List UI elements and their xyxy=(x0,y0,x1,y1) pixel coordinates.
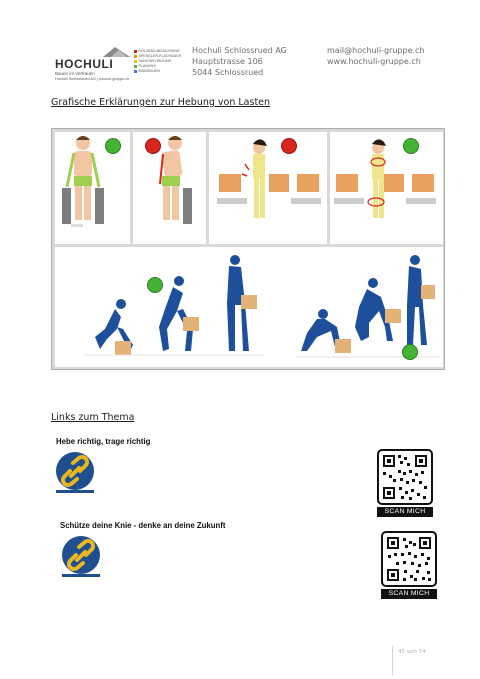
panel-carry-correct xyxy=(55,132,130,244)
service-dot xyxy=(134,65,137,68)
lift-correct-figure xyxy=(330,132,443,244)
page-number: 45 von 74 xyxy=(398,649,426,655)
logo-subline: Hochuli Schlossrued AG | hochuli-gruppe.ch xyxy=(55,77,130,81)
company-city: 5044 Schlossrued xyxy=(192,68,264,77)
service-item: PLANUNG xyxy=(134,64,181,69)
qr-caption: SCAN MICH xyxy=(377,507,433,517)
lift-wrong-figure xyxy=(209,132,327,244)
panel-lift-wrong xyxy=(209,132,327,244)
service-dot xyxy=(134,70,137,73)
figure-section-title: Grafische Erklärungen zur Hebung von Lasten xyxy=(51,97,271,108)
company-contact xyxy=(327,45,425,67)
logo-wordmark: HOCHULI xyxy=(55,57,114,71)
carry-wrong-figure xyxy=(133,132,206,244)
qr-code-pattern xyxy=(383,533,435,585)
service-item: HOLZBAU-BEDACHUNG xyxy=(134,49,181,54)
company-street: Hauptstrasse 106 xyxy=(192,57,263,66)
qr-code[interactable] xyxy=(377,449,433,505)
company-name: Hochuli Schlossrued AG xyxy=(192,46,287,55)
link-chain-icon[interactable] xyxy=(59,534,103,578)
panel-carry-wrong xyxy=(133,132,206,244)
lifting-illustration xyxy=(51,128,445,370)
link-label: Schütze deine Knie - denke an deine Zukunft xyxy=(60,521,226,530)
speaker-good-icon xyxy=(105,138,121,154)
company-logo xyxy=(55,46,190,82)
speaker-bad-icon xyxy=(281,138,297,154)
links-section-title: Links zum Thema xyxy=(51,412,135,423)
speaker-bad-icon xyxy=(145,138,161,154)
company-address xyxy=(192,45,287,78)
panel-lift-correct xyxy=(330,132,443,244)
service-item: SANITÄR-HEIZUNG xyxy=(134,59,181,64)
logo-tagline: Bauen im Vertrauen xyxy=(55,71,95,76)
service-dot xyxy=(134,55,137,58)
service-item: IMMOBILIEN xyxy=(134,69,181,74)
link-chain-icon[interactable] xyxy=(53,450,97,494)
qr-code[interactable] xyxy=(381,531,437,587)
service-dot xyxy=(134,60,137,63)
company-email[interactable]: mail@hochuli-gruppe.ch xyxy=(327,46,425,55)
service-item: SPENGLER-FLACHDACH xyxy=(134,54,181,59)
footer-divider xyxy=(392,646,393,676)
qr-code-pattern xyxy=(379,451,431,503)
link-label: Hebe richtig, trage richtig xyxy=(56,437,151,446)
speaker-good-icon xyxy=(403,138,419,154)
panel-lift-sequence xyxy=(55,247,443,367)
speaker-good-icon xyxy=(147,277,163,293)
company-website[interactable]: www.hochuli-gruppe.ch xyxy=(327,57,421,66)
service-dot xyxy=(134,50,137,53)
speaker-good-icon xyxy=(402,344,418,360)
qr-caption: SCAN MICH xyxy=(381,589,437,599)
service-list xyxy=(134,49,181,74)
lift-sequence-figure xyxy=(55,247,443,367)
